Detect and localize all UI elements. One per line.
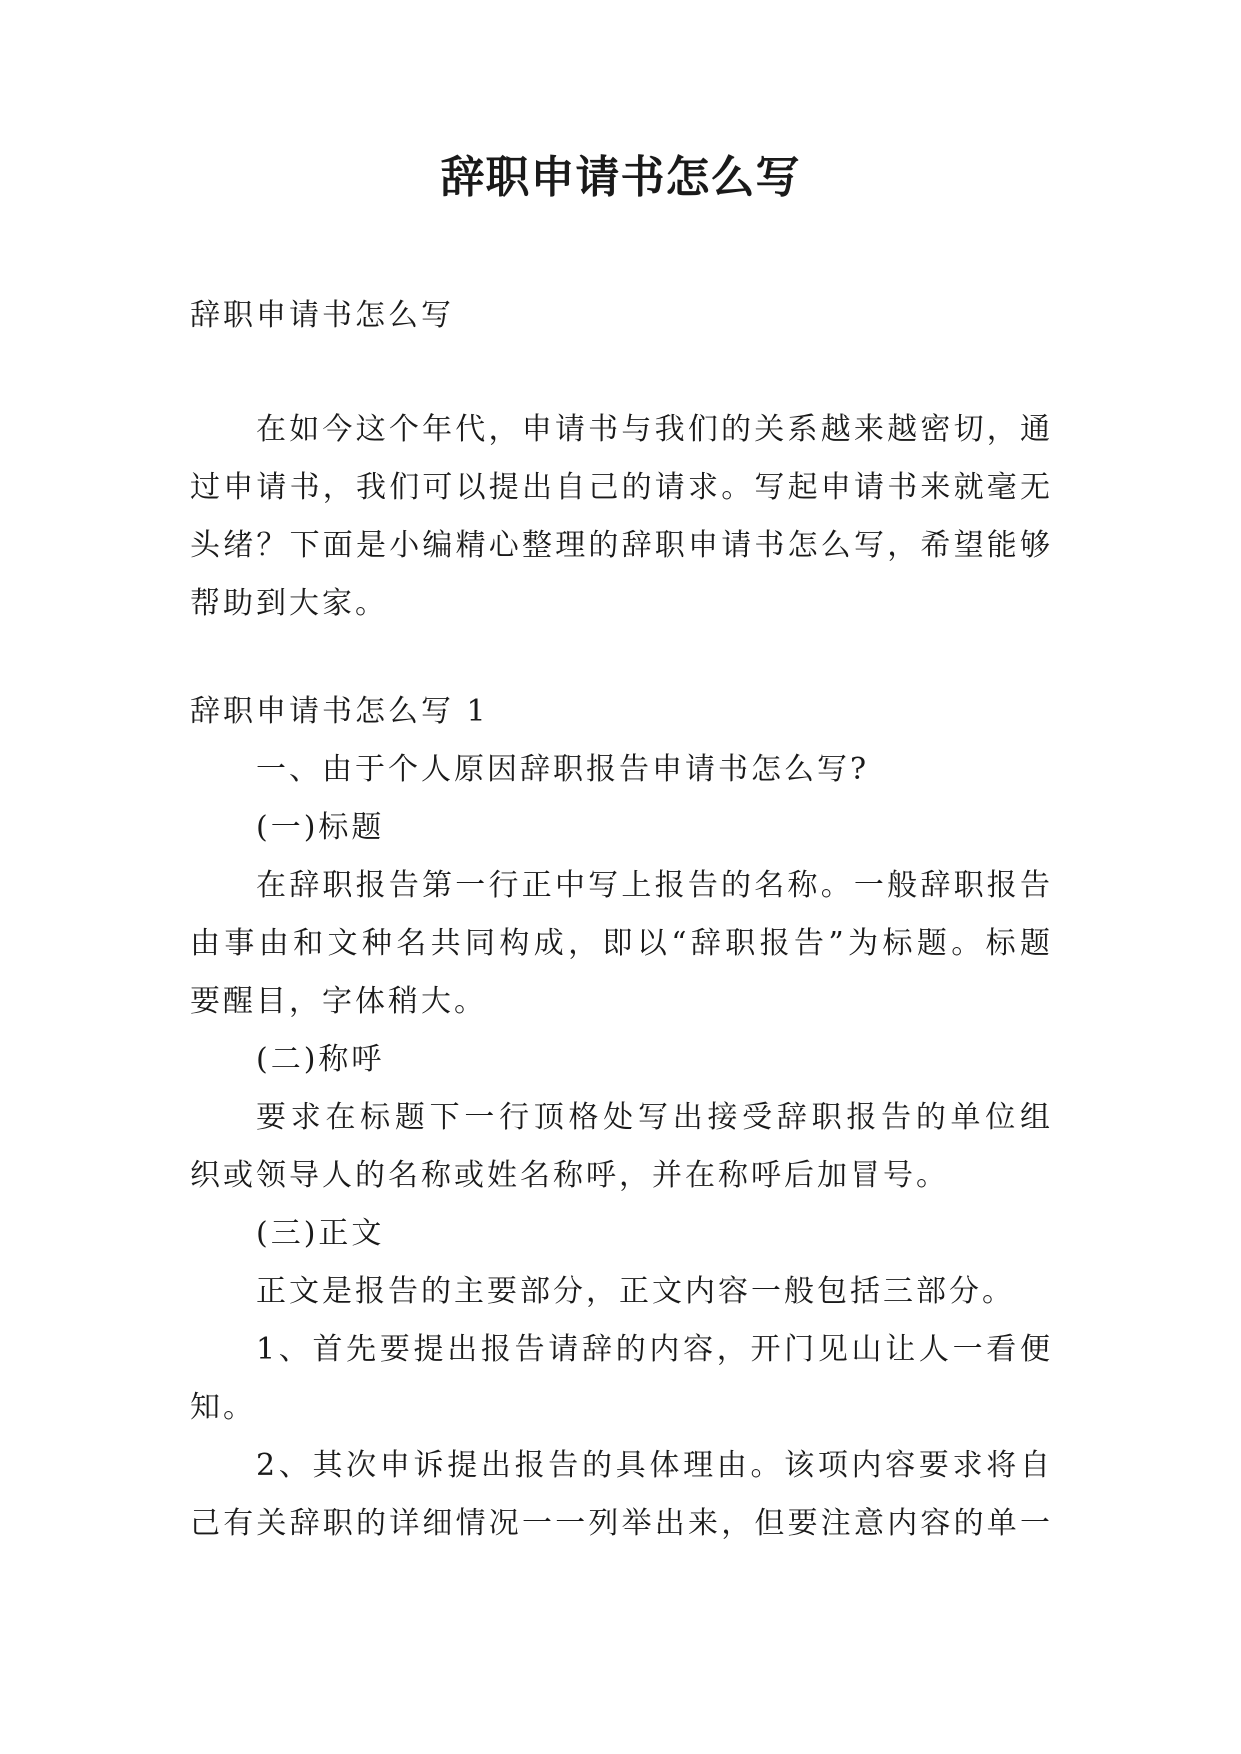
title-para-line-1: 在辞职报告第一行正中写上报告的名称。一般辞职报告 (256, 868, 1053, 903)
salutation-para-line-2: 织或领导人的名称或姓名称呼，并在称呼后加冒号。 (190, 1158, 949, 1193)
subheading-title: (一)标题 (256, 810, 385, 845)
title-para-line-3: 要醒目，字体稍大。 (190, 984, 487, 1019)
spacer (190, 345, 1053, 401)
subheading-salutation: (二)称呼 (256, 1042, 385, 1077)
subtitle-line: 辞职申请书怎么写 (190, 298, 454, 333)
salutation-para-line-1: 要求在标题下一行顶格处写出接受辞职报告的单位组 (256, 1100, 1053, 1135)
body-para-line-1: 正文是报告的主要部分，正文内容一般包括三部分。 (256, 1274, 1015, 1309)
intro-line-2: 过申请书，我们可以提出自己的请求。写起申请书来就毫无 (190, 470, 1053, 505)
subheading-body: (三)正文 (256, 1216, 385, 1251)
point-2-line-1: 2、其次申诉提出报告的具体理由。该项内容要求将自 (256, 1448, 1053, 1483)
intro-line-1: 在如今这个年代，申请书与我们的关系越来越密切，通 (256, 412, 1053, 447)
document-body (190, 287, 1053, 1553)
question-heading: 一、由于个人原因辞职报告申请书怎么写? (256, 752, 870, 787)
document-title: 辞职申请书怎么写 (440, 152, 801, 203)
spacer (190, 633, 1053, 683)
point-2-line-2: 己有关辞职的详细情况一一列举出来，但要注意内容的单一 (190, 1506, 1053, 1541)
intro-line-3: 头绪？下面是小编精心整理的辞职申请书怎么写，希望能够 (190, 528, 1053, 563)
section-heading: 辞职申请书怎么写 1 (190, 694, 489, 729)
point-1-line-1: 1、首先要提出报告请辞的内容，开门见山让人一看便 (256, 1332, 1053, 1367)
intro-line-4: 帮助到大家。 (190, 586, 388, 621)
point-1-line-2: 知。 (190, 1390, 256, 1425)
title-para-line-2: 由事由和文种名共同构成，即以“辞职报告”为标题。标题 (190, 926, 1053, 961)
